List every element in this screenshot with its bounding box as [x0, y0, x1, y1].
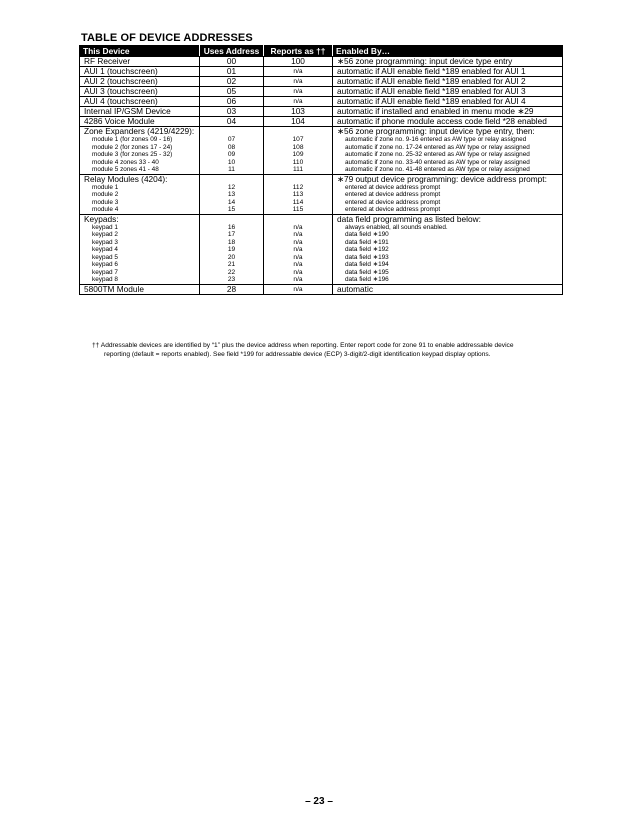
enabled-by-cell: automatic if installed and enabled in menu mode ∗29 — [333, 107, 563, 117]
item-device: keypad 7 — [92, 268, 118, 276]
item-device: module 1 (for zones 09 - 16) — [92, 136, 173, 143]
item-enabled-by: data field ∗193 — [345, 253, 389, 261]
group-reports-cell — [264, 214, 333, 284]
item-enabled-by: automatic if zone no. 41-48 entered as AW type or relay assigned — [345, 166, 530, 173]
item-enabled-by: data field ∗195 — [345, 268, 389, 276]
item-device: keypad 6 — [92, 261, 118, 268]
group-device-cell — [80, 214, 200, 284]
group-enabled-head: ∗56 zone programming: input device type entry, then: — [337, 126, 535, 136]
header-uses-address: Uses Address — [200, 46, 264, 57]
item-reports: 114 — [292, 198, 304, 206]
item-address: 17 — [227, 231, 236, 238]
group-reports-cell — [264, 127, 333, 175]
reports-cell: 100 — [264, 57, 333, 67]
device-cell: Internal IP/GSM Device — [80, 107, 200, 117]
header-enabled-by: Enabled By… — [333, 46, 563, 57]
reports-cell: n/a — [264, 77, 333, 87]
header-reports-as: Reports as †† — [264, 46, 333, 57]
item-reports: 111 — [292, 166, 304, 173]
enabled-by-cell: ∗56 zone programming: input device type entry — [333, 57, 563, 67]
reports-cell: n/a — [264, 67, 333, 77]
group-address-cell — [200, 174, 264, 214]
item-address: 07 — [227, 136, 236, 143]
enabled-by-cell: automatic if AUI enable field *189 enabled for AUI 1 — [333, 67, 563, 77]
enabled-by-cell: automatic — [333, 284, 563, 294]
item-reports: 108 — [292, 143, 304, 151]
item-address: 09 — [227, 151, 236, 158]
group-spacer — [204, 175, 259, 184]
zone-expanders-row — [80, 127, 563, 175]
item-address: 13 — [227, 191, 236, 198]
item-device: keypad 3 — [92, 238, 118, 246]
address-cell: 05 — [200, 87, 264, 97]
device-cell: RF Receiver — [80, 57, 200, 67]
item-reports: n/a — [293, 223, 303, 231]
address-cell: 06 — [200, 97, 264, 107]
item-enabled-by: entered at device address prompt — [345, 191, 441, 198]
address-cell: 04 — [200, 117, 264, 127]
group-spacer — [268, 215, 328, 224]
item-reports: n/a — [293, 261, 303, 268]
footnote-line-2: reporting (default = reports enabled). See field *199 for addressable device (ECP) 3-digit/2-digit identification keypad display options. — [104, 350, 491, 358]
group-device-cell — [80, 127, 200, 175]
table-row — [80, 107, 563, 117]
item-enabled-by: data field ∗191 — [345, 238, 389, 246]
table-header-row — [80, 46, 563, 57]
item-enabled-by: entered at device address prompt — [345, 198, 441, 206]
item-device: keypad 2 — [92, 231, 118, 238]
group-device-cell — [80, 174, 200, 214]
item-reports: 115 — [292, 206, 304, 213]
item-enabled-by: automatic if zone no. 33-40 entered as AW type or relay assigned — [345, 158, 530, 166]
group-spacer — [268, 175, 328, 184]
group-enabled-by-cell — [333, 214, 563, 284]
item-device: keypad 8 — [92, 276, 118, 283]
device-cell: AUI 3 (touchscreen) — [80, 87, 200, 97]
device-cell: AUI 1 (touchscreen) — [80, 67, 200, 77]
enabled-by-cell: automatic if AUI enable field *189 enabled for AUI 4 — [333, 97, 563, 107]
group-spacer — [204, 215, 259, 224]
item-address: 21 — [227, 261, 236, 268]
device-cell: AUI 4 (touchscreen) — [80, 97, 200, 107]
item-reports: n/a — [293, 253, 303, 261]
item-enabled-by: entered at device address prompt — [345, 183, 441, 191]
item-address: 08 — [227, 143, 236, 151]
group-enabled-head: ∗79 output device programming: device address prompt: — [337, 173, 547, 184]
item-enabled-by: entered at device address prompt — [345, 206, 441, 213]
item-address: 14 — [227, 198, 236, 206]
item-device: module 4 zones 33 - 40 — [92, 158, 159, 166]
item-device: module 3 — [92, 198, 119, 206]
table-row — [80, 117, 563, 127]
item-address: 19 — [227, 246, 236, 253]
item-device: module 4 — [92, 206, 119, 213]
device-cell: AUI 2 (touchscreen) — [80, 77, 200, 87]
item-enabled-by: data field ∗194 — [345, 261, 389, 268]
item-address: 11 — [228, 166, 235, 173]
group-reports-cell — [264, 174, 333, 214]
group-enabled-by-cell — [333, 174, 563, 214]
footnote — [92, 342, 562, 359]
reports-cell: 104 — [264, 117, 333, 127]
reports-cell: 103 — [264, 107, 333, 117]
address-cell: 00 — [200, 57, 264, 67]
table-title: TABLE OF DEVICE ADDRESSES — [81, 32, 253, 44]
group-address-cell — [200, 214, 264, 284]
item-address: 23 — [227, 276, 236, 283]
table-row — [80, 57, 563, 67]
item-address: 12 — [227, 183, 236, 191]
item-reports: n/a — [293, 231, 303, 238]
item-reports: n/a — [293, 246, 303, 253]
group-enabled-head: data field programming as listed below: — [337, 213, 481, 224]
item-enabled-by: data field ∗192 — [345, 246, 389, 253]
address-cell: 02 — [200, 77, 264, 87]
address-cell: 28 — [200, 284, 264, 294]
enabled-by-cell: automatic if phone module access code field *28 enabled — [333, 117, 563, 127]
group-address-cell — [200, 127, 264, 175]
device-cell: 4286 Voice Module — [80, 117, 200, 127]
table-row — [80, 67, 563, 77]
item-device: module 5 zones 41 - 48 — [92, 166, 159, 173]
item-enabled-by: automatic if zone no. 17-24 entered as AW type or relay assigned — [345, 143, 530, 151]
item-reports: 113 — [292, 191, 304, 198]
item-address: 22 — [227, 268, 236, 276]
table-row — [80, 77, 563, 87]
reports-cell: n/a — [264, 87, 333, 97]
item-reports: 112 — [292, 183, 304, 191]
group-spacer — [268, 127, 328, 136]
group-label: Zone Expanders (4219/4229): — [84, 126, 195, 136]
table-row — [80, 87, 563, 97]
item-address: 10 — [227, 158, 236, 166]
enabled-by-cell: automatic if AUI enable field *189 enabled for AUI 2 — [333, 77, 563, 87]
enabled-by-cell: automatic if AUI enable field *189 enabled for AUI 3 — [333, 87, 563, 97]
item-enabled-by: automatic if zone no. 9-16 entered as AW type or relay assigned — [345, 136, 527, 143]
item-address: 15 — [227, 206, 236, 213]
reports-cell: n/a — [264, 284, 333, 294]
keypads-row — [80, 214, 563, 284]
table-row — [80, 284, 563, 294]
group-label: Keypads: — [84, 213, 119, 224]
group-enabled-by-cell — [333, 127, 563, 175]
item-address: 18 — [227, 238, 236, 246]
item-enabled-by: automatic if zone no. 25-32 entered as AW type or relay assigned — [345, 151, 530, 158]
device-address-table — [79, 45, 563, 295]
address-cell: 01 — [200, 67, 264, 77]
table-body — [80, 57, 563, 295]
item-device: module 3 (for zones 25 - 32) — [92, 151, 173, 158]
item-device: module 1 — [92, 183, 119, 191]
item-reports: n/a — [293, 268, 303, 276]
device-cell: 5800TM Module — [80, 284, 200, 294]
item-device: keypad 5 — [92, 253, 118, 261]
item-reports: 110 — [292, 158, 304, 166]
item-reports: n/a — [293, 238, 303, 246]
item-reports: n/a — [293, 276, 303, 283]
header-this-device: This Device — [80, 46, 200, 57]
address-cell: 03 — [200, 107, 264, 117]
item-address: 16 — [227, 223, 236, 231]
item-enabled-by: always enabled, all sounds enabled. — [345, 223, 448, 231]
item-reports: 109 — [292, 151, 304, 158]
item-device: module 2 (for zones 17 - 24) — [92, 143, 173, 151]
relay-modules-row — [80, 174, 563, 214]
item-reports: 107 — [292, 136, 304, 143]
page-number: – 23 – — [305, 796, 333, 807]
reports-cell: n/a — [264, 97, 333, 107]
item-address: 20 — [227, 253, 236, 261]
group-spacer — [204, 127, 259, 136]
item-device: module 2 — [92, 191, 119, 198]
item-device: keypad 4 — [92, 246, 118, 253]
footnote-line-1: †† Addressable devices are identified by “1” plus the device address when reporting. Enter report code for zone 91 to enable addressable device — [92, 342, 514, 349]
item-device: keypad 1 — [92, 223, 118, 231]
table-row — [80, 97, 563, 107]
group-label: Relay Modules (4204): — [84, 173, 168, 184]
item-enabled-by: data field ∗190 — [345, 231, 389, 238]
item-enabled-by: data field ∗196 — [345, 276, 389, 283]
